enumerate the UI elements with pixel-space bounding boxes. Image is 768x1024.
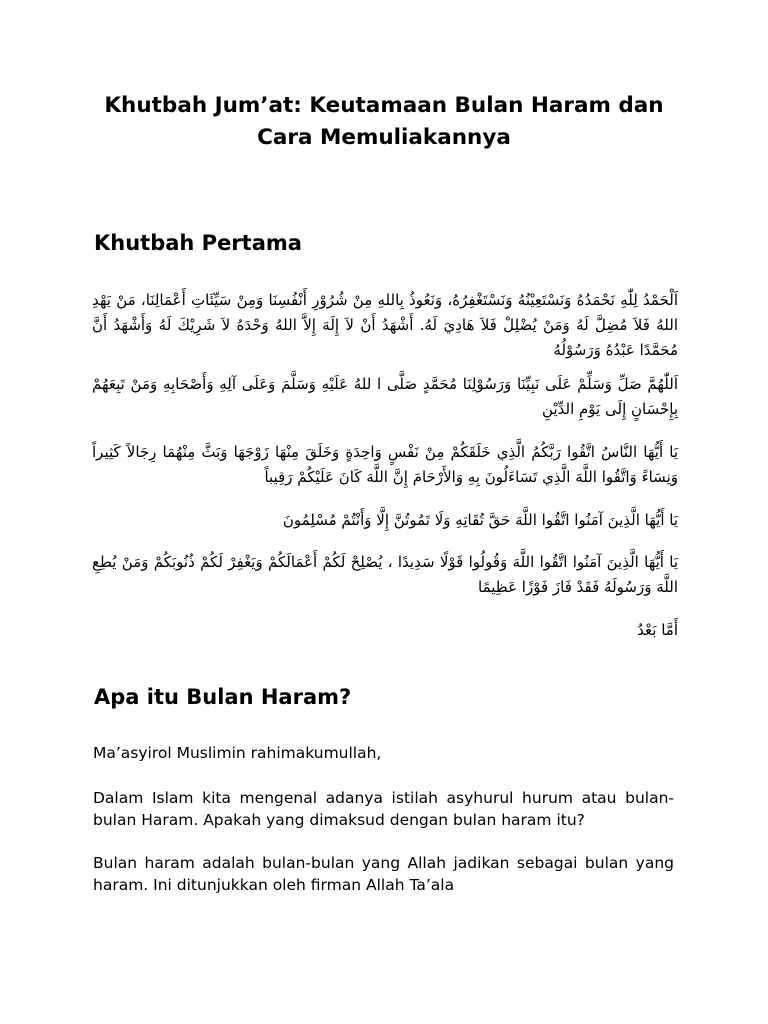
body-paragraph: Dalam Islam kita mengenal adanya istilah asyhurul hurum atau bulan-bulan Haram. Apakah yang dimaksud dengan bulan haram itu? <box>93 789 674 829</box>
arabic-paragraph-an-nisa: يَا أَيُّهَا النَّاسُ اتَّقُوا رَبَّكُمُ الَّذِي خَلَقَكُمْ مِنْ نَفْسٍ وَاحِدَةٍ وَخَلَقَ مِنْهَا زَوْجَهَا وَبَثَّ مِنْهُمَا رِجَالاً كَثِيراً وَنِسَاءً وَاتَّقُوا اللَّهَ الَّذِي تَسَاءَلُونَ بِهِ وَالأَرْحَامَ إِنَّ اللَّهَ كَانَ عَلَيْكُمْ رَقِيباً <box>92 443 678 486</box>
arabic-paragraph-shalawat: اَللّٰهُمَّ صَلِّ وَسَلِّمْ عَلَى نَبِيِّنَا وَرَسُوْلِنَا مُحَمَّدٍ صَلَّى ا للهُ عَلَيْهِ وَسَلَّمَ وَعَلَى آلِهِ وَأَصْحَابِهِ وَمَنْ تَبِعَهُمْ بِإِحْسَانٍ إِلَى يَوْمِ الدِّيْنِ <box>92 375 678 418</box>
body-paragraph: Bulan haram adalah bulan-bulan yang Allah jadikan sebagai bulan yang haram. Ini ditunjukkan oleh firman Allah Ta’ala <box>93 854 674 894</box>
body-paragraph: Ma’asyirol Muslimin rahimakumullah, <box>93 744 382 762</box>
arabic-paragraph-al-ahzab: يَا أَيُّهَا الَّذِينَ آمَنُوا اتَّقُوا اللَّهَ وَقُولُوا قَوْلًا سَدِيدًا ، يُصْلِحْ لَكُمْ أَعْمَالَكُمْ وَيَغْفِرْ لَكُمْ ذُنُوبَكُمْ وَمَنْ يُطِعِ اللَّهَ وَرَسُولَهُ فَقَدْ فَازَ فَوْزًا عَظِيمًا <box>92 553 678 596</box>
section-heading-apa-itu-bulan-haram: Apa itu Bulan Haram? <box>94 685 352 709</box>
arabic-paragraph-hamdalah: اَلْحَمْدُ لِلّٰهِ نَحْمَدُهُ وَنَسْتَعِيْنُهُ وَنَسْتَغْفِرُهُ، وَنَعُوذُ بِاللهِ مِنْ شُرُوْرِ أَنْفُسِنَا وَمِنْ سَيِّئَاتِ أَعْمَالِنَا، مَنْ يَهْدِ اللهُ فَلاَ مُضِلَّ لَهُ وَمَنْ يُضْلِلْ فَلاَ هَادِيَ لَهُ. أَشْهَدُ أَنْ لاَ إِلَهَ إِلاَّ اللهُ وَحْدَهُ لاَ شَرِيْكَ لَهُ وَأَشْهَدُ أَنَّ مُحَمَّدًا عَبْدُهُ وَرَسُوْلُهُ <box>92 291 678 359</box>
arabic-paragraph-ali-imran: يَا أَيُّهَا الَّذِينَ آمَنُوا اتَّقُوا اللَّهَ حَقَّ تُقَاتِهِ وَلَا تَمُوتُنَّ إِلَّا وَأَنْتُمْ مُسْلِمُونَ <box>282 511 678 529</box>
arabic-paragraph-amma-badu: أَمَّا بَعْدُ <box>637 621 678 639</box>
document-title: Khutbah Jum’at: Keutamaan Bulan Haram dan Cara Memuliakannya <box>104 93 664 150</box>
section-heading-khutbah-pertama: Khutbah Pertama <box>94 231 302 255</box>
